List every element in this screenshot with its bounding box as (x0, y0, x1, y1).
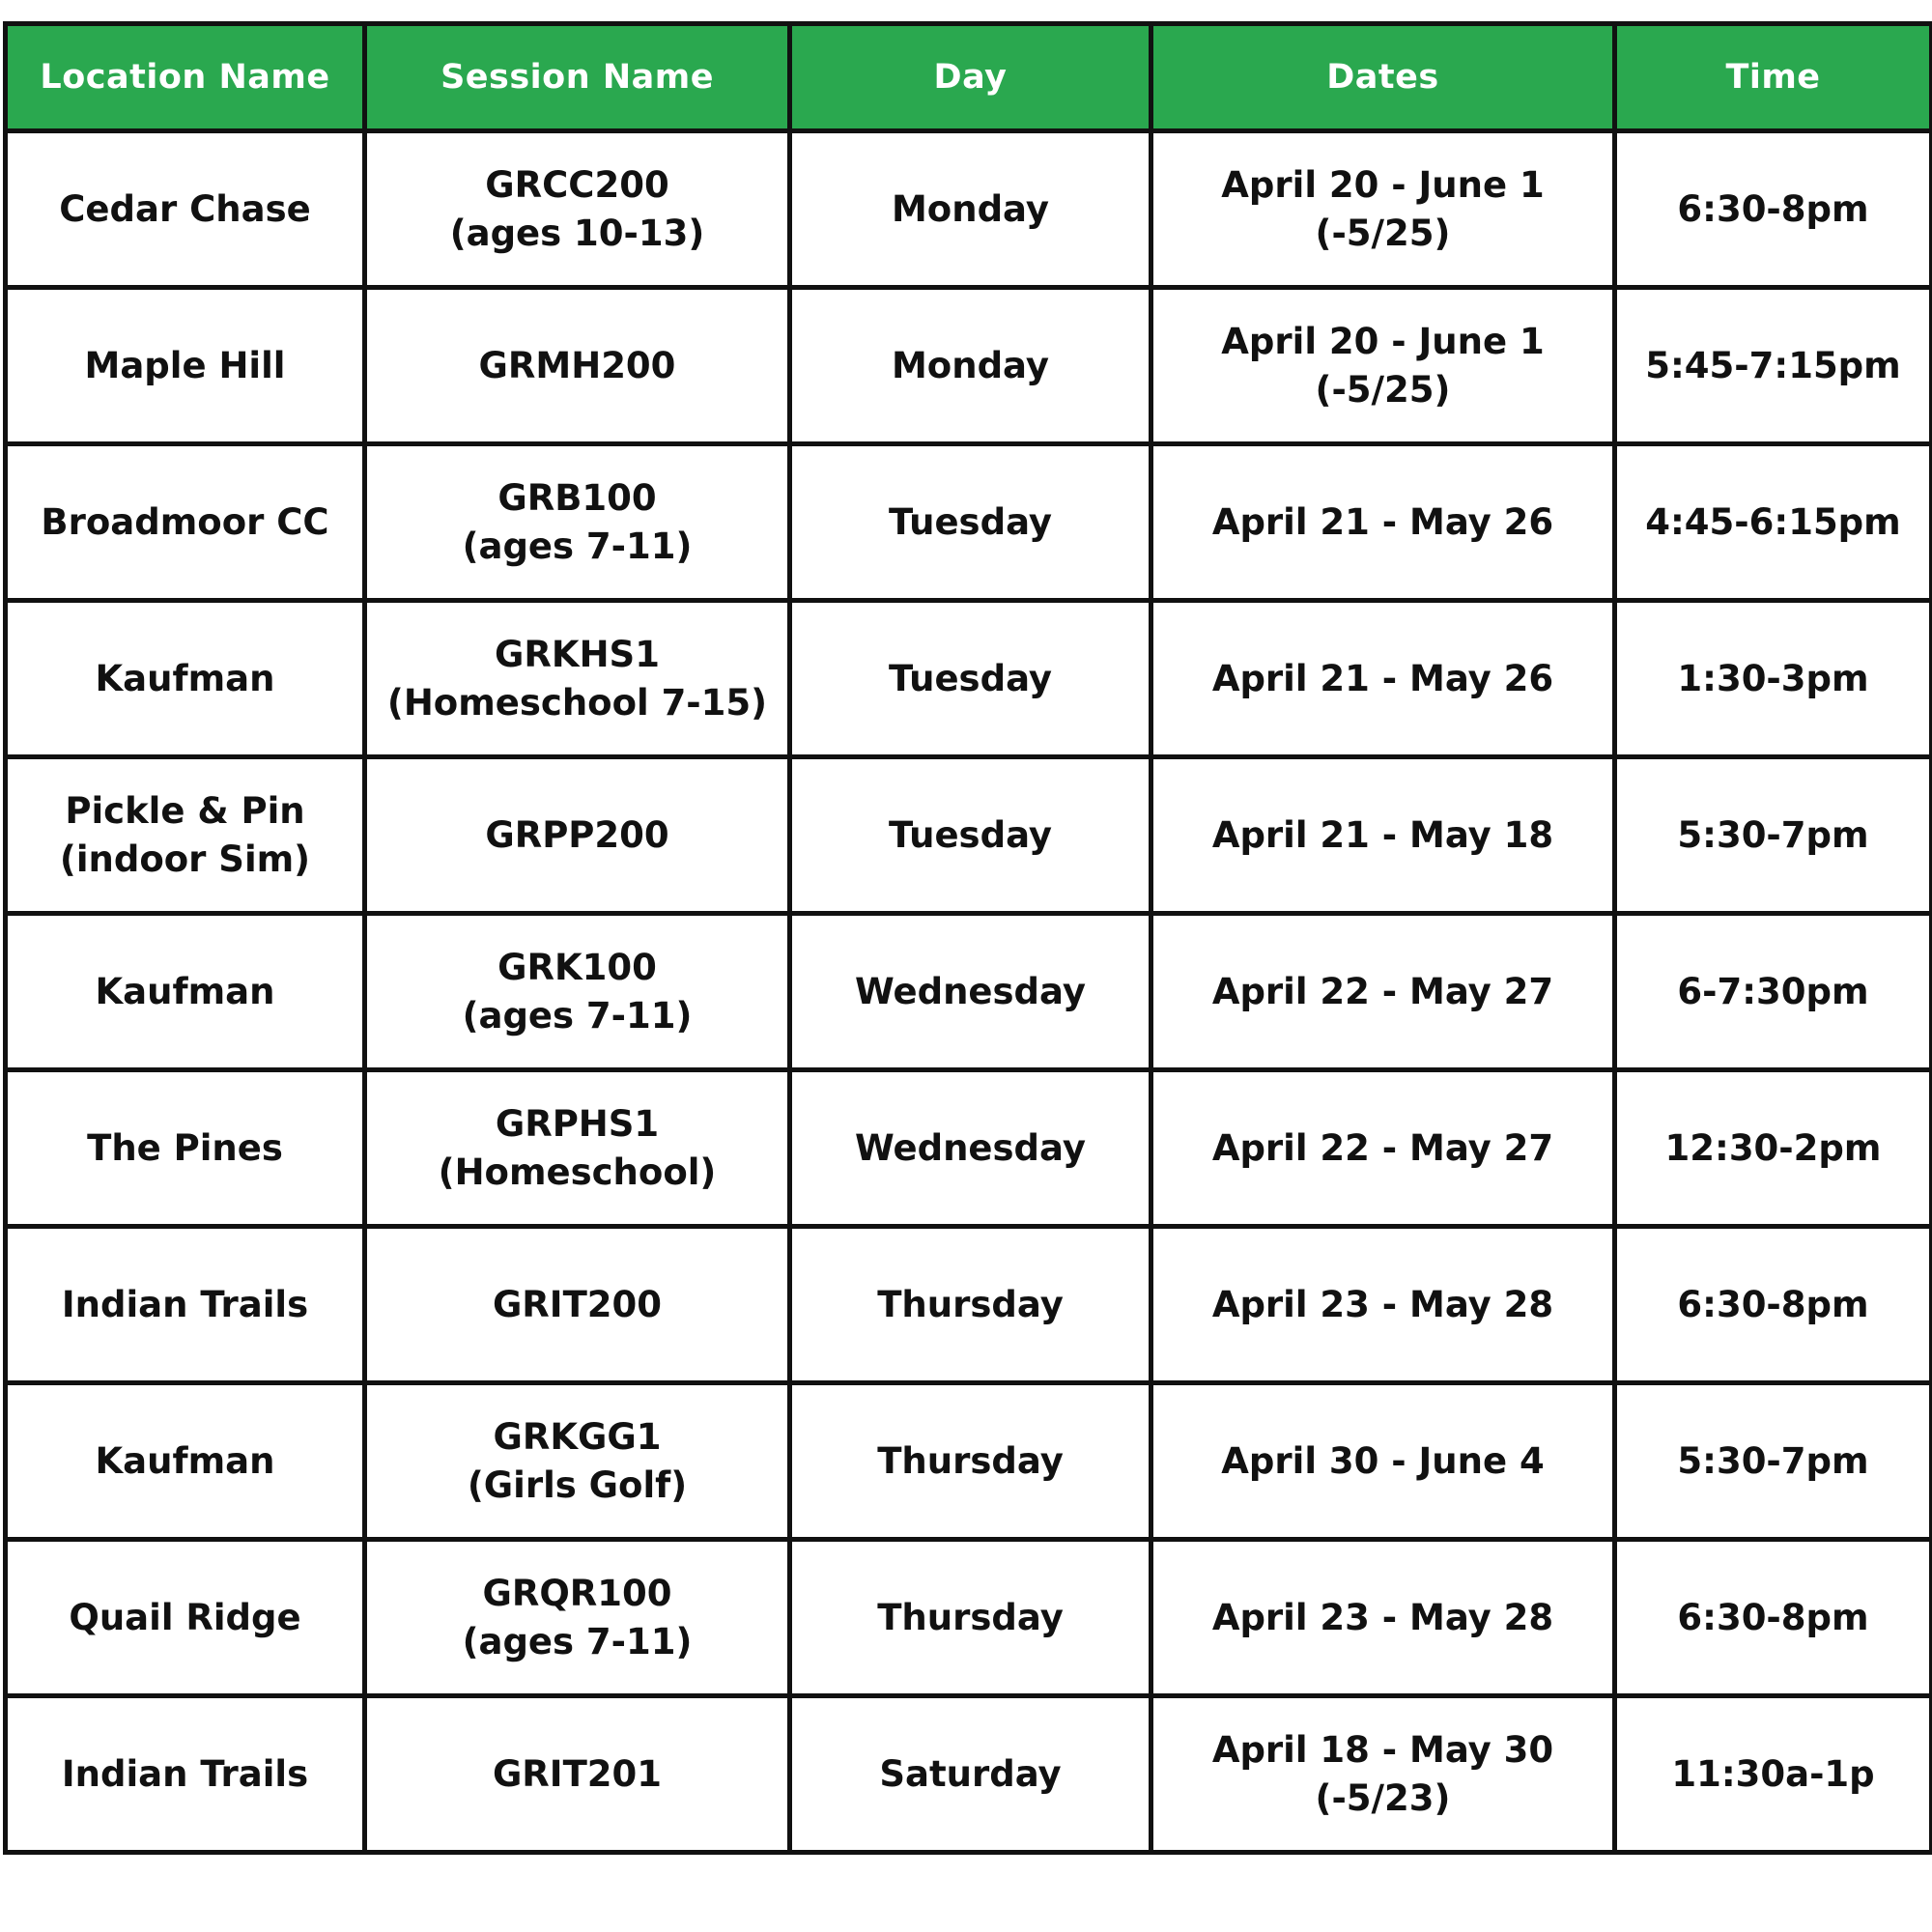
cell-dates (1151, 1227, 1615, 1383)
header-row (6, 24, 1932, 131)
cell-time-line: 1:30-3pm (1677, 657, 1869, 699)
cell-day-line: Thursday (877, 1283, 1064, 1325)
table-row (6, 444, 1932, 601)
cell-dates (1151, 1383, 1615, 1540)
cell-session-name (365, 1696, 790, 1853)
cell-location-name (6, 1070, 365, 1227)
schedule-table (3, 21, 1932, 1855)
table-body (6, 131, 1932, 1853)
cell-session-name (365, 757, 790, 914)
cell-location-name (6, 1227, 365, 1383)
table-row (6, 1540, 1932, 1696)
cell-session-name-line: (ages 7-11) (462, 994, 693, 1037)
cell-dates-line: April 21 - May 26 (1211, 657, 1554, 699)
cell-dates-line: April 20 - June 1 (1221, 164, 1545, 207)
cell-time-line: 12:30-2pm (1664, 1126, 1882, 1169)
cell-session-name-line: GRKHS1 (495, 634, 660, 676)
table-row (6, 601, 1932, 757)
table-row (6, 131, 1932, 288)
cell-time (1615, 757, 1932, 914)
cell-location-name (6, 131, 365, 288)
cell-time-line: 5:45-7:15pm (1645, 344, 1901, 386)
cell-location-name-line: Broadmoor CC (41, 500, 329, 543)
cell-location-name-line: Quail Ridge (69, 1596, 301, 1638)
cell-session-name (365, 288, 790, 444)
table-row (6, 1383, 1932, 1540)
cell-location-name-line: Kaufman (95, 1439, 275, 1482)
cell-location-name-line: Kaufman (95, 970, 275, 1012)
cell-location-name-line: Kaufman (95, 657, 275, 699)
cell-day-line: Tuesday (888, 657, 1053, 699)
table-row (6, 1696, 1932, 1853)
table-row (6, 1227, 1932, 1383)
table-header (6, 24, 1932, 131)
cell-dates-line: (-5/25) (1315, 212, 1451, 254)
table-row (6, 757, 1932, 914)
cell-session-name (365, 131, 790, 288)
cell-dates-line: April 23 - May 28 (1211, 1283, 1554, 1325)
cell-session-name (365, 1383, 790, 1540)
cell-location-name-line: The Pines (87, 1126, 283, 1169)
cell-time-line: 5:30-7pm (1677, 813, 1869, 856)
cell-location-name-line: Cedar Chase (59, 187, 311, 230)
cell-session-name (365, 1070, 790, 1227)
cell-location-name-line: Maple Hill (84, 344, 286, 386)
table-row (6, 914, 1932, 1070)
cell-time (1615, 444, 1932, 601)
cell-session-name-line: (Homeschool 7-15) (386, 681, 768, 724)
cell-location-name-line: (indoor Sim) (59, 838, 311, 880)
cell-day (790, 444, 1151, 601)
cell-session-name-line: (Homeschool) (438, 1151, 717, 1193)
cell-session-name (365, 444, 790, 601)
cell-dates-line: April 21 - May 18 (1211, 813, 1554, 856)
schedule-table-container (3, 21, 1929, 1855)
cell-session-name-line: GRB100 (497, 477, 657, 520)
cell-time (1615, 131, 1932, 288)
table-row (6, 1070, 1932, 1227)
cell-day (790, 1227, 1151, 1383)
cell-day (790, 1070, 1151, 1227)
cell-dates (1151, 131, 1615, 288)
cell-location-name-line: Indian Trails (61, 1752, 309, 1795)
cell-day-line: Monday (891, 187, 1049, 230)
header-time: Time (1615, 24, 1932, 131)
cell-session-name-line: GRKGG1 (493, 1416, 662, 1459)
cell-day (790, 914, 1151, 1070)
cell-location-name (6, 914, 365, 1070)
cell-location-name (6, 757, 365, 914)
cell-time-line: 6:30-8pm (1677, 187, 1869, 230)
cell-location-name (6, 1383, 365, 1540)
cell-time-line: 6:30-8pm (1677, 1283, 1869, 1325)
cell-day-line: Thursday (877, 1439, 1064, 1482)
cell-dates-line: April 21 - May 26 (1211, 500, 1554, 543)
cell-session-name-line: (ages 10-13) (449, 212, 705, 254)
cell-time (1615, 288, 1932, 444)
header-session-name: Session Name (365, 24, 790, 131)
cell-dates (1151, 914, 1615, 1070)
cell-location-name-line: Pickle & Pin (65, 790, 305, 833)
cell-time-line: 6:30-8pm (1677, 1596, 1869, 1638)
cell-session-name-line: GRQR100 (482, 1573, 672, 1615)
cell-time (1615, 1227, 1932, 1383)
cell-day-line: Tuesday (888, 500, 1053, 543)
cell-day-line: Saturday (879, 1752, 1062, 1795)
cell-day-line: Wednesday (855, 1126, 1086, 1169)
cell-time (1615, 601, 1932, 757)
cell-day (790, 288, 1151, 444)
cell-dates (1151, 601, 1615, 757)
cell-session-name-line: GRCC200 (485, 164, 669, 207)
cell-session-name-line: GRMH200 (478, 344, 676, 386)
header-dates: Dates (1151, 24, 1615, 131)
cell-session-name (365, 914, 790, 1070)
cell-dates-line: April 30 - June 4 (1221, 1439, 1545, 1482)
cell-day (790, 1540, 1151, 1696)
cell-day-line: Monday (891, 344, 1049, 386)
cell-dates (1151, 757, 1615, 914)
cell-time (1615, 1383, 1932, 1540)
cell-time-line: 4:45-6:15pm (1645, 500, 1901, 543)
cell-time (1615, 1540, 1932, 1696)
cell-dates-line: (-5/23) (1315, 1776, 1451, 1819)
cell-day-line: Thursday (877, 1596, 1064, 1638)
cell-session-name (365, 1540, 790, 1696)
cell-session-name-line: (ages 7-11) (462, 1620, 693, 1662)
cell-dates-line: April 22 - May 27 (1211, 1126, 1554, 1169)
cell-location-name (6, 1696, 365, 1853)
table-row (6, 288, 1932, 444)
cell-location-name (6, 444, 365, 601)
cell-location-name (6, 601, 365, 757)
cell-time (1615, 1696, 1932, 1853)
cell-time-line: 11:30a-1p (1671, 1752, 1875, 1795)
cell-dates-line: April 20 - June 1 (1221, 321, 1545, 363)
cell-dates (1151, 444, 1615, 601)
cell-day (790, 1383, 1151, 1540)
cell-time-line: 5:30-7pm (1677, 1439, 1869, 1482)
cell-location-name-line: Indian Trails (61, 1283, 309, 1325)
cell-dates-line: (-5/25) (1315, 368, 1451, 411)
cell-dates (1151, 288, 1615, 444)
cell-day (790, 1696, 1151, 1853)
cell-session-name-line: (ages 7-11) (462, 525, 693, 567)
cell-session-name (365, 601, 790, 757)
cell-dates (1151, 1070, 1615, 1227)
cell-session-name-line: GRIT201 (492, 1752, 663, 1795)
header-location-name: Location Name (6, 24, 365, 131)
cell-session-name-line: GRPP200 (485, 813, 669, 856)
cell-time (1615, 1070, 1932, 1227)
cell-day (790, 131, 1151, 288)
cell-location-name (6, 288, 365, 444)
cell-dates (1151, 1540, 1615, 1696)
cell-session-name-line: GRPHS1 (495, 1103, 660, 1146)
cell-dates (1151, 1696, 1615, 1853)
cell-day (790, 601, 1151, 757)
cell-day-line: Wednesday (855, 970, 1086, 1012)
cell-dates-line: April 18 - May 30 (1211, 1729, 1554, 1772)
header-day: Day (790, 24, 1151, 131)
cell-session-name-line: GRK100 (497, 947, 657, 989)
cell-dates-line: April 22 - May 27 (1211, 970, 1554, 1012)
cell-dates-line: April 23 - May 28 (1211, 1596, 1554, 1638)
cell-session-name-line: (Girls Golf) (467, 1463, 688, 1506)
cell-time (1615, 914, 1932, 1070)
cell-time-line: 6-7:30pm (1677, 970, 1869, 1012)
cell-session-name (365, 1227, 790, 1383)
cell-day-line: Tuesday (888, 813, 1053, 856)
cell-day (790, 757, 1151, 914)
cell-location-name (6, 1540, 365, 1696)
cell-session-name-line: GRIT200 (492, 1283, 663, 1325)
